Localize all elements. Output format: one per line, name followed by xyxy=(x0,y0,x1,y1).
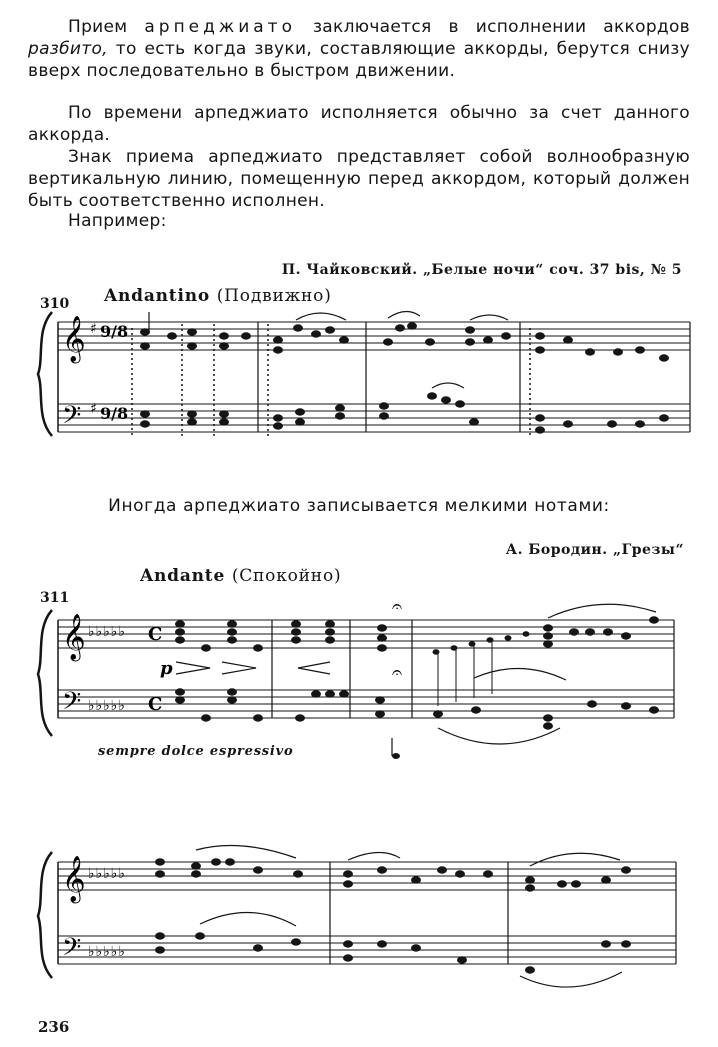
common-time-icon: C xyxy=(148,624,163,645)
bass-notes-311 xyxy=(176,689,659,729)
treble-clef-icon: 𝄞 xyxy=(62,316,86,362)
tempo-andante: Andante xyxy=(140,566,226,586)
example-311-number: 311 xyxy=(40,590,70,606)
small-arpeggio-notes xyxy=(433,632,529,654)
grand-staff-brace-3 xyxy=(38,852,52,978)
term-priem: Прием xyxy=(68,17,128,37)
term-razbito: разбито, xyxy=(28,39,108,59)
treble-clef-311-icon: 𝄞 xyxy=(62,614,86,660)
paragraph-sign-text: Знак приема арпеджиато представляет собой волнообразную вертикальную линию, помещенную перед аккордом, который должен быть соответственно исполнен. xyxy=(28,147,690,211)
diminuendo-hairpin xyxy=(176,662,210,674)
dynamic-piano: p xyxy=(160,658,173,679)
definition-mid: заключается в исполнении аккордов xyxy=(312,17,690,37)
grand-staff-brace-311 xyxy=(38,610,52,736)
paragraph-example-text: Например: xyxy=(68,211,167,231)
continuation-score xyxy=(0,840,718,1000)
fermata-bass-icon: 𝄐 xyxy=(392,662,403,683)
example-311-attribution: А. Бородин. „Грезы“ xyxy=(505,542,684,558)
bass-clef-3-icon: 𝄢 xyxy=(62,933,82,968)
bass-clef-311-icon: 𝄢 xyxy=(62,687,82,722)
bass-clef-icon: 𝄢 xyxy=(62,401,82,436)
example-311-tempo xyxy=(140,566,341,586)
key-flats-icon: ♭♭♭♭♭ xyxy=(88,624,127,640)
time-sig-top: 9/8 xyxy=(100,322,129,341)
diminuendo-hairpin-2 xyxy=(222,662,256,674)
key-flats-bass-icon: ♭♭♭♭♭ xyxy=(88,698,127,714)
bass-notes-310 xyxy=(141,393,669,433)
grand-staff-brace xyxy=(38,312,52,436)
example-310-number: 310 xyxy=(40,296,70,312)
caption-small-notes: Иногда арпеджиато записывается мелкими нотами: xyxy=(108,496,610,516)
example-310-score xyxy=(0,300,718,460)
example-310-attribution: П. Чайковский. „Белые ночи“ соч. 37 bis, № 5 xyxy=(281,262,682,278)
common-time-bass-icon: C xyxy=(148,694,163,715)
paragraph-definition xyxy=(28,16,690,82)
paragraph-sign xyxy=(28,146,690,212)
bass-staff-310 xyxy=(58,404,690,432)
treble-clef-3-icon: 𝄞 xyxy=(62,856,86,902)
paragraph-timing-text: По времени арпеджиато исполняется обычно за счет данного аккорда. xyxy=(28,103,690,145)
example-311-score xyxy=(0,598,718,788)
page-number: 236 xyxy=(38,1018,70,1036)
definition-end: то есть когда звуки, составляющие аккорды, берутся снизу вверх последовательно в быстром движении. xyxy=(28,39,690,81)
term-arpeggiato: арпеджиато xyxy=(144,17,296,37)
treble-notes-3 xyxy=(156,859,631,891)
tempo-translation-311: (Спокойно) xyxy=(231,566,342,586)
bass-notes-3 xyxy=(156,933,631,973)
key-flats-3-icon: ♭♭♭♭♭ xyxy=(88,866,127,882)
bass-staff-3 xyxy=(58,936,676,964)
fermata-icon: 𝄐 xyxy=(392,596,403,617)
key-sharp-icon: ♯ xyxy=(90,321,97,337)
treble-staff-310 xyxy=(58,322,690,350)
tempo-translation: (Подвижно) xyxy=(216,286,332,306)
paragraph-timing xyxy=(28,102,690,146)
treble-staff-3 xyxy=(58,862,676,890)
treble-notes-310 xyxy=(141,312,669,361)
paragraph-example xyxy=(28,210,690,232)
crescendo-hairpin xyxy=(298,662,330,674)
tempo-andantino: Andantino xyxy=(104,286,211,306)
key-flats-bass-3-icon: ♭♭♭♭♭ xyxy=(88,944,127,960)
key-sharp-bass-icon: ♯ xyxy=(90,401,97,417)
time-sig-bottom: 9/8 xyxy=(100,404,129,423)
expression-marking: sempre dolce espressivo xyxy=(98,744,294,759)
